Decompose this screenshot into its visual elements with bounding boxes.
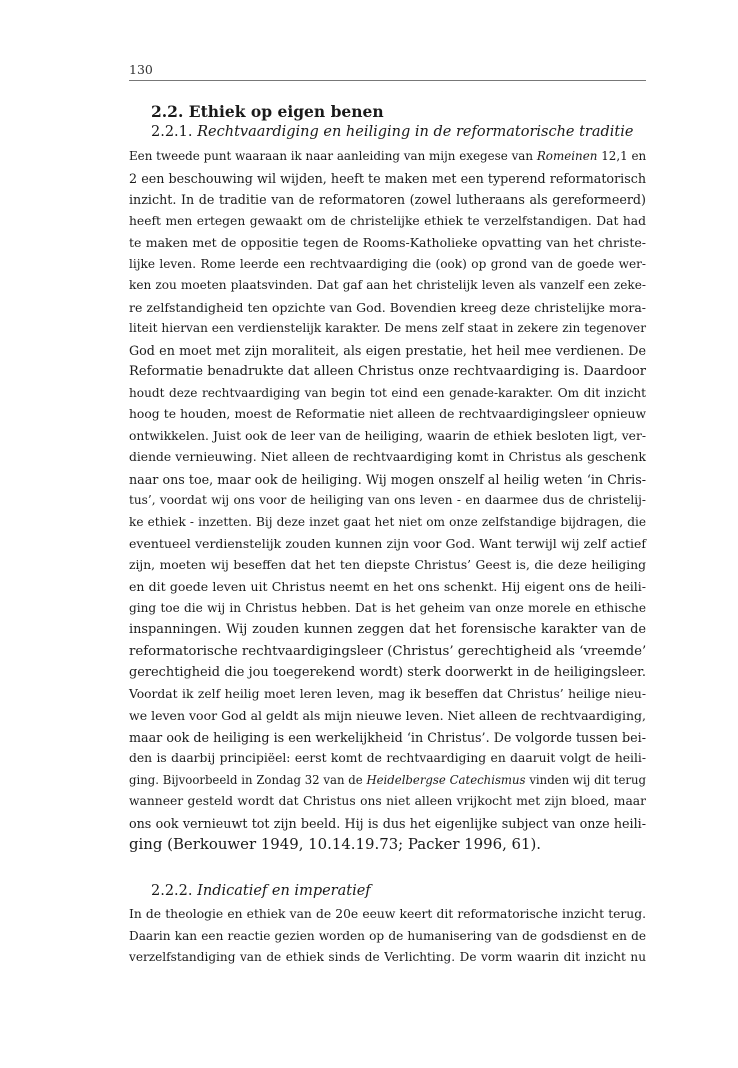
section-heading: 2.2. Ethiek op eigen benen xyxy=(151,102,384,121)
text-line: Daarin kan een reactie gezien worden op de humanisering van de godsdienst en de xyxy=(129,928,646,943)
text-line: Een tweede punt waaraan ik naar aanleiding van mijn exegese van Romeinen 12,1 en xyxy=(129,149,647,163)
text-line: maar ook de heiliging is een werkelijkheid ‘in Christus’. De volgorde tussen bei- xyxy=(129,729,646,745)
paragraph-1 xyxy=(129,146,646,856)
text-line: 2 een beschouwing wil wijden, heeft te maken met een typerend reformatorisch xyxy=(129,170,646,186)
text-line: te maken met de oppositie tegen de Rooms-Katholieke opvatting van het christe- xyxy=(129,235,646,250)
text-line: ging. Bijvoorbeeld in Zondag 32 van de Heidelbergse Catechismus vinden wij dit terug xyxy=(129,772,646,787)
text-line: tus’, voordat wij ons voor de heiliging van ons leven - en daarmee dus de christelij- xyxy=(129,493,646,507)
text-line: houdt deze rechtvaardiging van begin tot eind een genade-karakter. Om dit inzicht xyxy=(129,385,646,400)
subsection-heading-2 xyxy=(151,883,668,899)
paragraph-2 xyxy=(129,904,646,969)
text-line: den is daarbij principiëel: eerst komt de rechtvaardiging en daaruit volgt de heili- xyxy=(129,751,646,765)
text-line: hoog te houden, moest de Reformatie niet alleen de rechtvaardigingsleer opnieuw xyxy=(129,407,646,421)
text-line: inspanningen. Wij zouden kunnen zeggen dat het forensische karakter van de xyxy=(129,622,646,637)
text-line: inzicht. In de traditie van de reformatoren (zowel lutheraans als gereformeerd) xyxy=(129,192,646,207)
header-rule xyxy=(129,80,646,81)
subsection-title: Indicatief en imperatief xyxy=(197,883,371,899)
text-line: re zelfstandigheid ten opzichte van God. Bovendien kreeg deze christelijke mora- xyxy=(129,299,646,315)
text-line: verzelfstandiging van de ethiek sinds de Verlichting. De vorm waarin dit inzicht nu xyxy=(129,950,646,964)
text-line: diende vernieuwing. Niet alleen de rechtvaardiging komt in Christus als geschenk xyxy=(129,450,646,464)
text-line: God en moet met zijn moraliteit, als eigen prestatie, het heil mee verdienen. De xyxy=(129,342,646,358)
text-line: ging (Berkouwer 1949, 10.14.19.73; Packer 1996, 61). xyxy=(129,835,542,853)
text-line: Reformatie benadrukte dat alleen Christus onze rechtvaardiging is. Daardoor xyxy=(129,364,646,379)
text-line: naar ons toe, maar ook de heiliging. Wij mogen onszelf al heilig weten ‘in Chris- xyxy=(129,471,646,487)
text-line: reformatorische rechtvaardigingsleer (Christus’ gerechtigheid als ‘vreemde’ xyxy=(129,643,647,659)
subsection-heading-1 xyxy=(151,124,668,140)
text-line: ke ethiek - inzetten. Bij deze inzet gaat het niet om onze zelfstandige bijdragen, die xyxy=(129,514,646,529)
text-line: ontwikkelen. Juist ook de leer van de heiliging, waarin de ethiek besloten ligt, ver- xyxy=(129,428,646,443)
text-line: In de theologie en ethiek van de 20e eeuw keert dit reformatorische inzicht terug. xyxy=(129,907,646,921)
text-line: zijn, moeten wij beseffen dat het ten diepste Christus’ Geest is, die deze heiliging xyxy=(129,557,646,572)
subsection-number: 2.2.1. xyxy=(151,124,193,140)
page-number: 130 xyxy=(129,62,153,77)
text-line: we leven voor God al geldt als mijn nieuwe leven. Niet alleen de rechtvaardiging, xyxy=(129,708,646,723)
text-line: gerechtigheid die jou toegerekend wordt) sterk doorwerkt in de heiligingsleer. xyxy=(129,665,646,680)
text-line: ons ook vernieuwt tot zijn beeld. Hij is dus het eigenlijke subject van onze heili- xyxy=(129,815,646,831)
text-line: ken zou moeten plaatsvinden. Dat gaf aan het christelijk leven als vanzelf een zeke- xyxy=(129,278,646,292)
text-line: liteit hiervan een verdienstelijk karakter. De mens zelf staat in zekere zin tegenover xyxy=(129,321,646,335)
text-line: heeft men ertegen gewaakt om de christelijke ethiek te verzelfstandigen. Dat had xyxy=(129,213,646,228)
text-line: en dit goede leven uit Christus neemt en het ons schenkt. Hij eigent ons de heili- xyxy=(129,579,646,594)
text-line: eventueel verdienstelijk zouden kunnen zijn voor God. Want terwijl wij zelf actief xyxy=(129,536,646,551)
text-line: wanneer gesteld wordt dat Christus ons niet alleen vrijkocht met zijn bloed, maar xyxy=(129,794,646,808)
text-line: lijke leven. Rome leerde een rechtvaardiging die (ook) op grond van de goede wer- xyxy=(129,256,646,271)
subsection-title: Rechtvaardiging en heiliging in de reformatorische traditie xyxy=(197,124,634,140)
text-line: ging toe die wij in Christus hebben. Dat is het geheim van onze morele en ethische xyxy=(129,600,646,615)
text-line: Voordat ik zelf heilig moet leren leven, mag ik beseffen dat Christus’ heilige nieu- xyxy=(129,686,646,701)
subsection-number: 2.2.2. xyxy=(151,883,193,899)
